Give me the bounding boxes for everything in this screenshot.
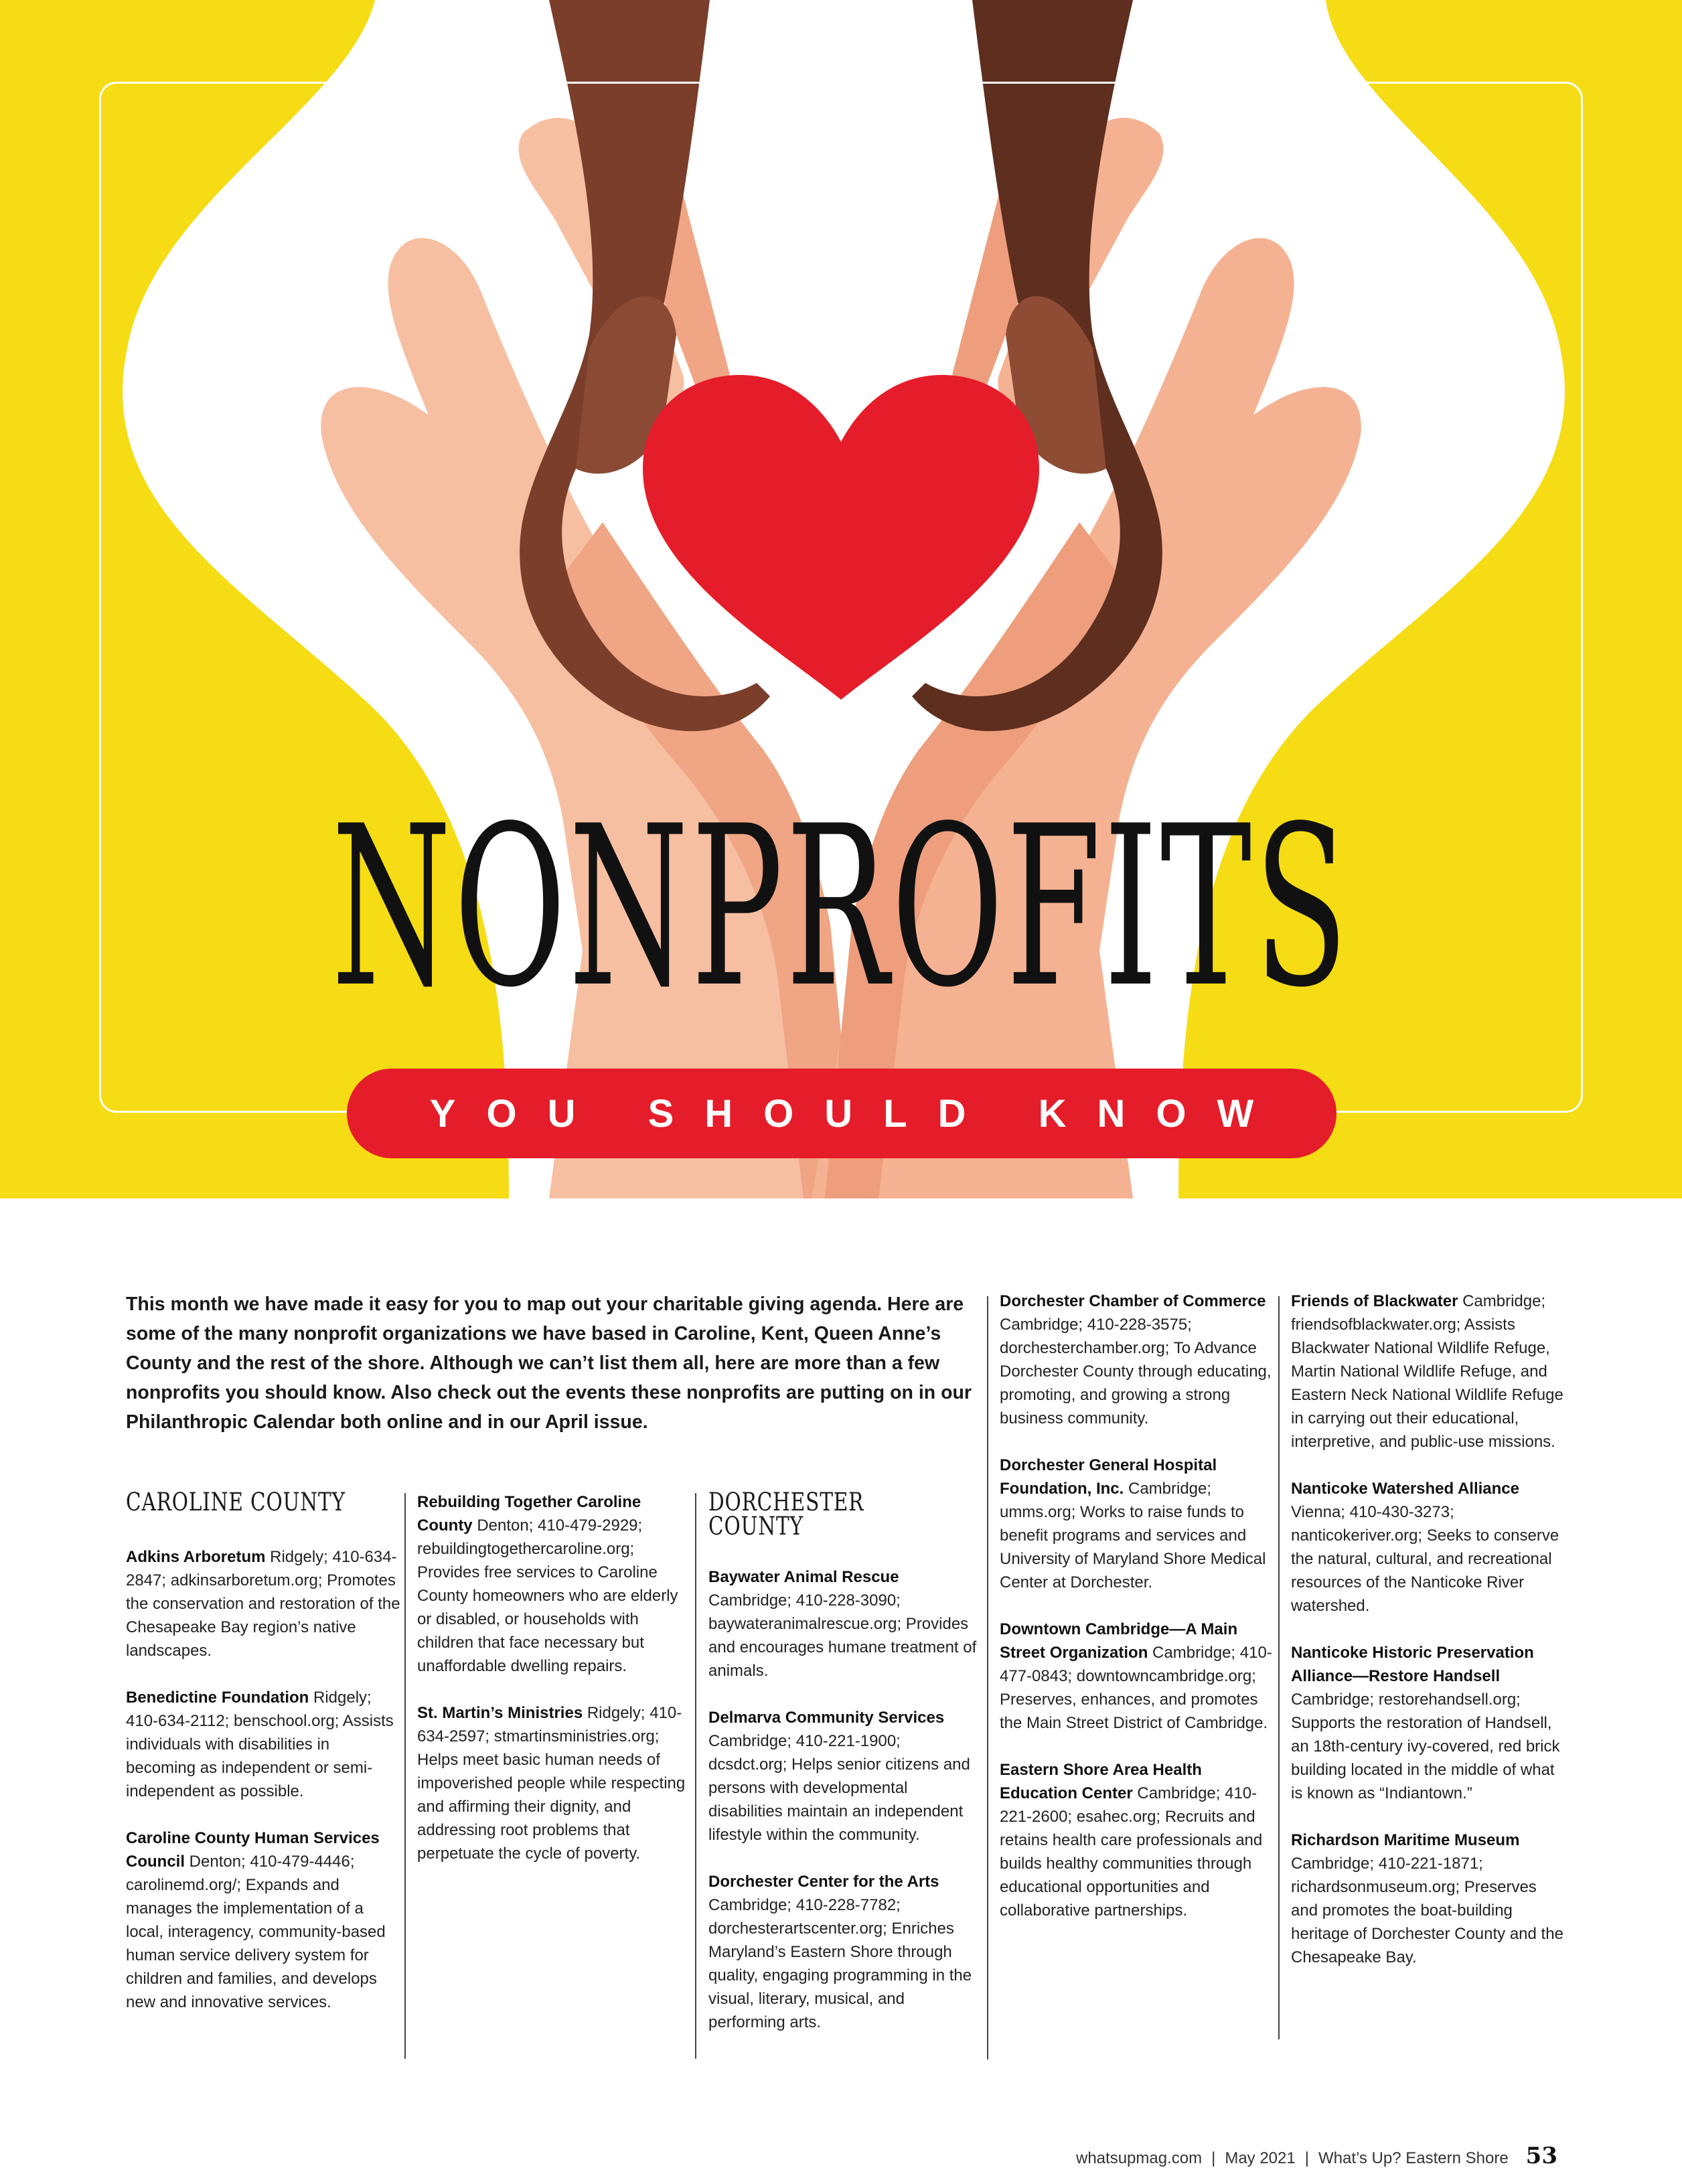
org-name: Rebuilding Together Caroline County: [417, 1493, 641, 1535]
intro-paragraph: This month we have made it easy for you to map out your charitable giving agenda. Here are some of the many nonprofit organizations we have based in Caroline, Kent, Queen Anne’s County and the rest of the shore. Although we can’t list them all, here are more than a few nonprofits you should know. Also check out the events these nonprofits are putting on in our Philanthropic Calendar both online and in our April issue.: [126, 1294, 972, 1433]
org-name: Friends of Blackwater: [1291, 1292, 1458, 1310]
dorchester-county-heading: DORCHESTER COUNTY: [708, 1488, 864, 1541]
org-details: Cambridge; friendsofblackwater.org; Assists Blackwater National Wildlife Refuge, Martin National Wildlife Refuge, and Eastern Neck National Wildlife Refuge in carrying out their educational, interpretive, and public-use missions.: [1291, 1292, 1563, 1451]
caroline-county-heading: CAROLINE COUNTY: [126, 1488, 346, 1516]
org-name: Nanticoke Historic Preservation Alliance—Restore Handsell: [1291, 1644, 1534, 1685]
org-details: Cambridge; umms.org; Works to raise funds to benefit programs and services and University of Maryland Shore Medical Center at Dorchester.: [1000, 1480, 1266, 1591]
org-name: Benedictine Foundation: [126, 1689, 309, 1707]
footer-separator: |: [1211, 2149, 1216, 2167]
org-name: Caroline County Human Services Council: [126, 1829, 380, 1871]
footer-separator: |: [1304, 2149, 1309, 2167]
org-details: Cambridge; 410-228-3090; baywateranimalrescue.org; Provides and encourages humane treatment of animals.: [708, 1591, 977, 1680]
org-details: Cambridge; 410-477-0843; downtowncambridge.org; Preserves, enhances, and promotes the Main Street District of Cambridge.: [1000, 1644, 1272, 1732]
org-details: Denton; 410-479-4446; carolinemd.org/; Expands and manages the implementation of a local, interagency, community-based human service delivery system for children and families, and develops new and innovative services.: [126, 1853, 386, 2011]
column-3: [708, 1490, 983, 2057]
org-details: Vienna; 410-430-3273; nanticokeriver.org; Seeks to conserve the natural, cultural, and recreational resources of the Nanticoke River watershed.: [1291, 1503, 1559, 1615]
org-entry: [1291, 1477, 1565, 1618]
footer-issue: May 2021: [1225, 2149, 1296, 2167]
org-name: Baywater Animal Rescue: [708, 1568, 899, 1586]
org-name: Adkins Arboretum: [126, 1548, 266, 1566]
org-name: Downtown Cambridge—A Main Street Organization: [1000, 1620, 1238, 1662]
page-title: NONPROFITS: [331, 779, 1351, 1036]
column-1: [126, 1490, 400, 2037]
subtitle-pill: [347, 1069, 1336, 1158]
org-entry: [1291, 1641, 1565, 1805]
org-entry: [126, 1826, 400, 2014]
org-details: Denton; 410-479-2929; rebuildingtogethercaroline.org; Provides free services to Caroline County homeowners who are elderly or disabled, or households with children that face necessary but unaffordable dwelling repairs.: [417, 1516, 678, 1675]
org-entry: [1291, 1828, 1565, 1969]
org-name: Eastern Shore Area Health Education Center: [1000, 1761, 1202, 1802]
org-details: Ridgely; 410-634-2597; stmartinsministries.org; Helps meet basic human needs of impoverished people while respecting and affirming their dignity, and addressing root problems that perpetuate the cycle of poverty.: [417, 1704, 686, 1863]
org-details: Cambridge; 410-221-2600; esahec.org; Recruits and retains health care professionals and builds healthy communities through educational opportunities and collaborative partnerships.: [1000, 1784, 1263, 1920]
org-details: Ridgely; 410-634-2112; benschool.org; Assists individuals with disabilities in becoming as independent or semi-independent as possible.: [126, 1689, 394, 1800]
org-details: Cambridge; 410-228-3575; dorchesterchamber.org; To Advance Dorchester County through educating, promoting, and growing a strong business community.: [1000, 1316, 1272, 1427]
org-name: Dorchester Chamber of Commerce: [1000, 1292, 1266, 1310]
org-entry: [708, 1870, 983, 2034]
org-entry: [1000, 1454, 1274, 1594]
org-entry: [708, 1565, 983, 1683]
org-entry: [126, 1545, 400, 1662]
org-entry: [1291, 1290, 1565, 1454]
column-divider: [1278, 1296, 1280, 2039]
org-entry: [1000, 1758, 1274, 1922]
org-details: Ridgely; 410-634-2847; adkinsarboretum.org; Promotes the conservation and restoration of the Chesapeake Bay region’s native landscapes.: [126, 1548, 400, 1660]
org-name: Richardson Maritime Museum: [1291, 1831, 1520, 1849]
column-5: [1291, 1290, 1565, 1993]
subtitle: YOU SHOULD KNOW: [429, 1091, 1285, 1136]
org-name: St. Martin’s Ministries: [417, 1704, 583, 1722]
org-name: Dorchester Center for the Arts: [708, 1873, 939, 1891]
org-entry: [126, 1686, 400, 1803]
org-name: Dorchester General Hospital Foundation, Inc.: [1000, 1456, 1217, 1498]
org-entry: [417, 1701, 692, 1865]
org-details: Cambridge; 410-221-1871; richardsonmuseum.org; Preserves and promotes the boat-building heritage of Dorchester County and the Chesapeake Bay.: [1291, 1855, 1563, 1966]
org-details: Cambridge; 410-228-7782; dorchesterartscenter.org; Enriches Maryland’s Eastern Shore through quality, engaging programming in the visual, literary, musical, and performing arts.: [708, 1896, 972, 2031]
column-4: [1000, 1290, 1274, 1946]
column-divider: [404, 1493, 406, 2059]
org-name: Nanticoke Watershed Alliance: [1291, 1480, 1519, 1498]
footer-site: whatsupmag.com: [1076, 2149, 1203, 2167]
column-2: [417, 1490, 692, 1889]
column-divider: [987, 1296, 988, 2059]
org-entry: [1000, 1290, 1274, 1430]
org-details: Cambridge; restorehandsell.org; Supports the restoration of Handsell, an 18th-century ivy-covered, red brick building located in the middle of what is known as “Indiantown.”: [1291, 1691, 1560, 1802]
page-footer: [1076, 2142, 1557, 2169]
org-name: Delmarva Community Services: [708, 1709, 945, 1727]
org-entry: [417, 1490, 692, 1678]
org-details: Cambridge; 410-221-1900; dcsdct.org; Helps senior citizens and persons with developmental disabilities maintain an independent lifestyle within the community.: [708, 1732, 970, 1844]
org-entry: [1000, 1618, 1274, 1735]
org-entry: [708, 1706, 983, 1847]
column-divider: [695, 1493, 696, 2059]
page-number: 53: [1525, 2142, 1557, 2169]
footer-magazine: What’s Up? Eastern Shore: [1318, 2149, 1509, 2167]
